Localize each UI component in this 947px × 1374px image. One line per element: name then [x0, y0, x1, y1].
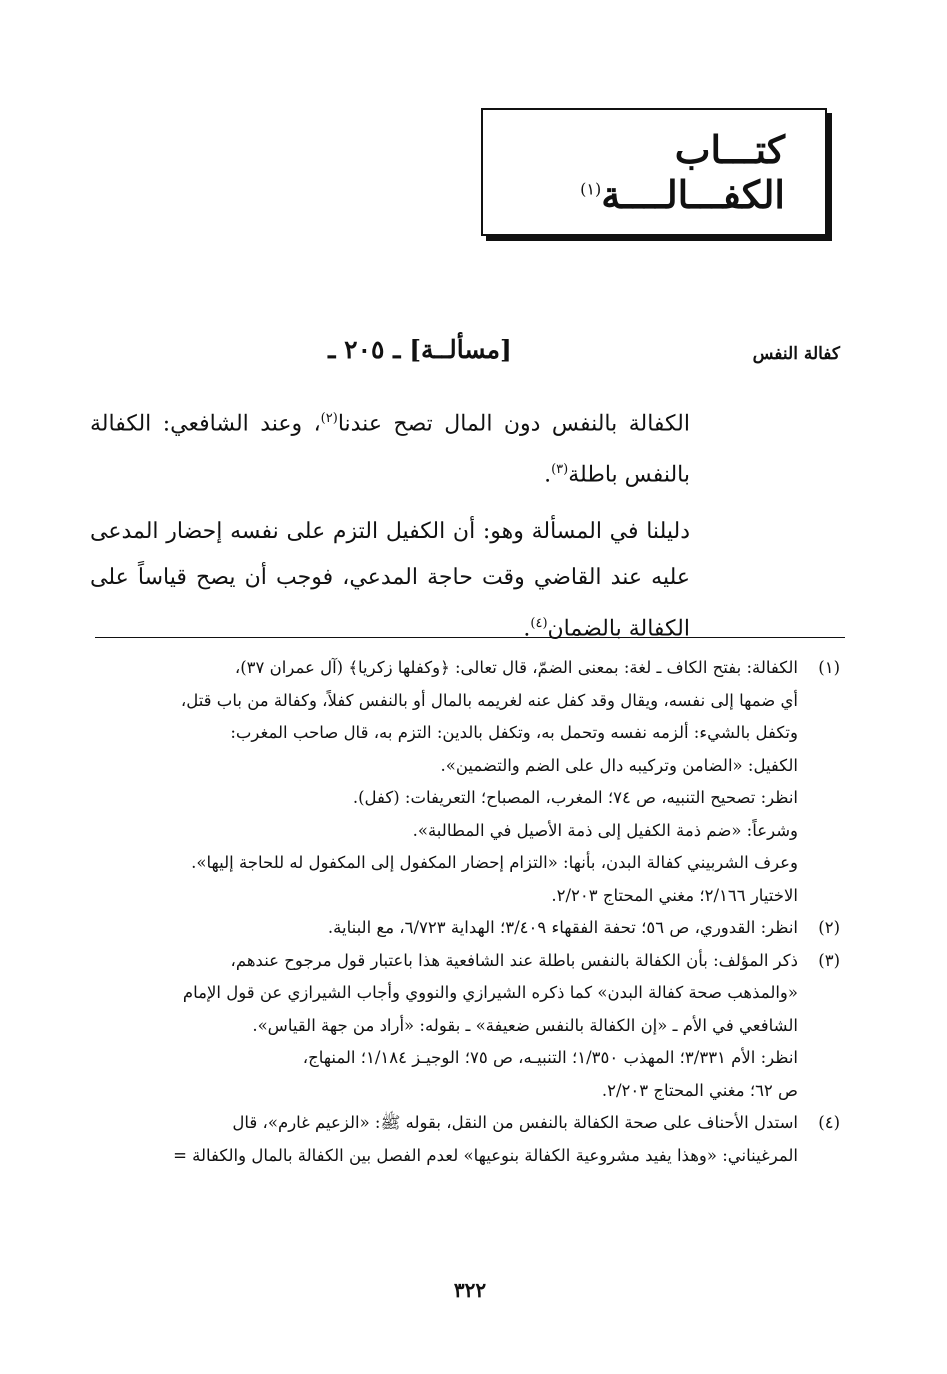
- footnote-line: الاختيار ٢/١٦٦؛ مغني المحتاج ٢/٢٠٣.: [551, 885, 798, 905]
- footnote-2: [90, 912, 840, 945]
- footnote-number: (٣): [818, 950, 840, 970]
- masala-heading: [مسألــة] ـ ٢٠٥ ـ: [328, 335, 512, 364]
- footnote-ref: (٢): [320, 411, 338, 426]
- footnote-line: انظر: تصحيح التنبيه، ص ٧٤؛ المغرب، المصباح؛ التعريفات: (كفل).: [352, 788, 798, 807]
- chapter-title-box: [481, 108, 827, 236]
- footnote-line: المرغيناني: «وهذا يفيد مشروعية الكفالة بنوعيها» لعدم الفصل بين الكفالة بالمال والكفالة =: [173, 1145, 798, 1165]
- footnote-number: (١): [818, 658, 840, 677]
- footnote-1: [90, 652, 840, 912]
- footnote-line: الكفالة: بفتح الكاف ـ لغة: بمعنى الضمّ، قال تعالى: ﴿وكفلها زكريا﴾ (آل عمران ٣٧)،: [234, 658, 798, 677]
- footnote-line: أي ضمها إلى نفسه، ويقال وقد كفل عنه لغريمه بالمال أو بالنفس كفلاً، وكفالة من باب قتل،: [180, 690, 798, 710]
- paragraph-text: .: [523, 615, 531, 641]
- footnote-separator: [95, 637, 845, 638]
- paragraph-1: [90, 396, 690, 499]
- footnote-line: الكفيل: «الضامن وتركيبه دال على الضم والتضمين».: [440, 755, 798, 775]
- footnote-body: [90, 652, 798, 912]
- chapter-title-text: كتـــاب الكفـــالــــة: [601, 127, 785, 217]
- footnote-line: وعرف الشربيني كفالة البدن، بأنها: «التزام إحضار المكفول إلى المكفول له للحاجة إليها».: [191, 853, 798, 872]
- footnote-body: [90, 912, 798, 945]
- footnote-body: [90, 945, 798, 1108]
- footnote-line: وتكفل بالشيء: ألزمه نفسه وتحمل به، وتكفل بالدين: التزم به، قال صاحب المغرب:: [230, 723, 798, 742]
- chapter-title-footnote-ref: (١): [580, 179, 602, 199]
- footnotes: [90, 652, 840, 1172]
- footnote-line: «والمذهب صحة كفالة البدن» كما ذكره الشيرازي والنووي وأجاب الشيرازي عن قول الإمام: [182, 983, 798, 1002]
- paragraph-text: الكفالة بالنفس دون المال تصح عندنا: [337, 411, 690, 437]
- footnote-line: ذكر المؤلف: بأن الكفالة بالنفس باطلة عند الشافعية هذا باعتبار قول مرجوح عندهم،: [230, 950, 798, 970]
- main-text: [90, 396, 690, 662]
- page-number: ٣٢٢: [453, 1278, 487, 1302]
- footnote-line: ص ٦٢؛ مغني المحتاج ٢/٢٠٣.: [601, 1080, 798, 1100]
- footnote-line: انظر: القدوري، ص ٥٦؛ تحفة الفقهاء ٣/٤٠٩؛ الهداية ٦/٧٢٣، مع البناية.: [327, 918, 798, 937]
- paragraph-2: [90, 509, 690, 652]
- footnote-line: وشرعاً: «ضم ذمة الكفيل إلى ذمة الأصيل في المطالبة».: [412, 820, 798, 840]
- footnote-ref: (٣): [551, 462, 569, 478]
- footnote-number: (٢): [818, 918, 840, 937]
- paragraph-text: .: [544, 462, 552, 488]
- footnote-3: [90, 945, 840, 1108]
- footnote-4: [90, 1107, 840, 1172]
- paragraph-text: دليلنا في المسألة وهو: أن الكفيل التزم على نفسه إحضار المدعى عليه عند القاضي وقت حاجة المدعي، فوجب أن يصح قياساً على الكفالة بالضمان: [90, 518, 690, 641]
- margin-note: كفالة النفس: [752, 344, 840, 364]
- footnote-line: الشافعي في الأم ـ «إن الكفالة بالنفس ضعيفة» ـ بقوله: «أراد من جهة القياس».: [252, 1015, 798, 1035]
- footnote-number: (٤): [818, 1113, 840, 1132]
- footnote-ref: (٤): [530, 615, 548, 631]
- chapter-title: [483, 127, 785, 217]
- footnote-line: استدل الأحناف على صحة الكفالة بالنفس من النقل، بقوله ﷺ: «الزعيم غارم»، قال: [232, 1113, 798, 1132]
- paragraph-text: ، وعند الشافعي: الكفالة بالنفس باطلة: [90, 411, 690, 488]
- footnote-line: انظر: الأم ٣/٣٣١؛ المهذب ١/٣٥٠؛ التنبيـه، ص ٧٥؛ الوجيـز ١/١٨٤؛ المنهاج،: [302, 1048, 798, 1067]
- footnote-body: [90, 1107, 798, 1172]
